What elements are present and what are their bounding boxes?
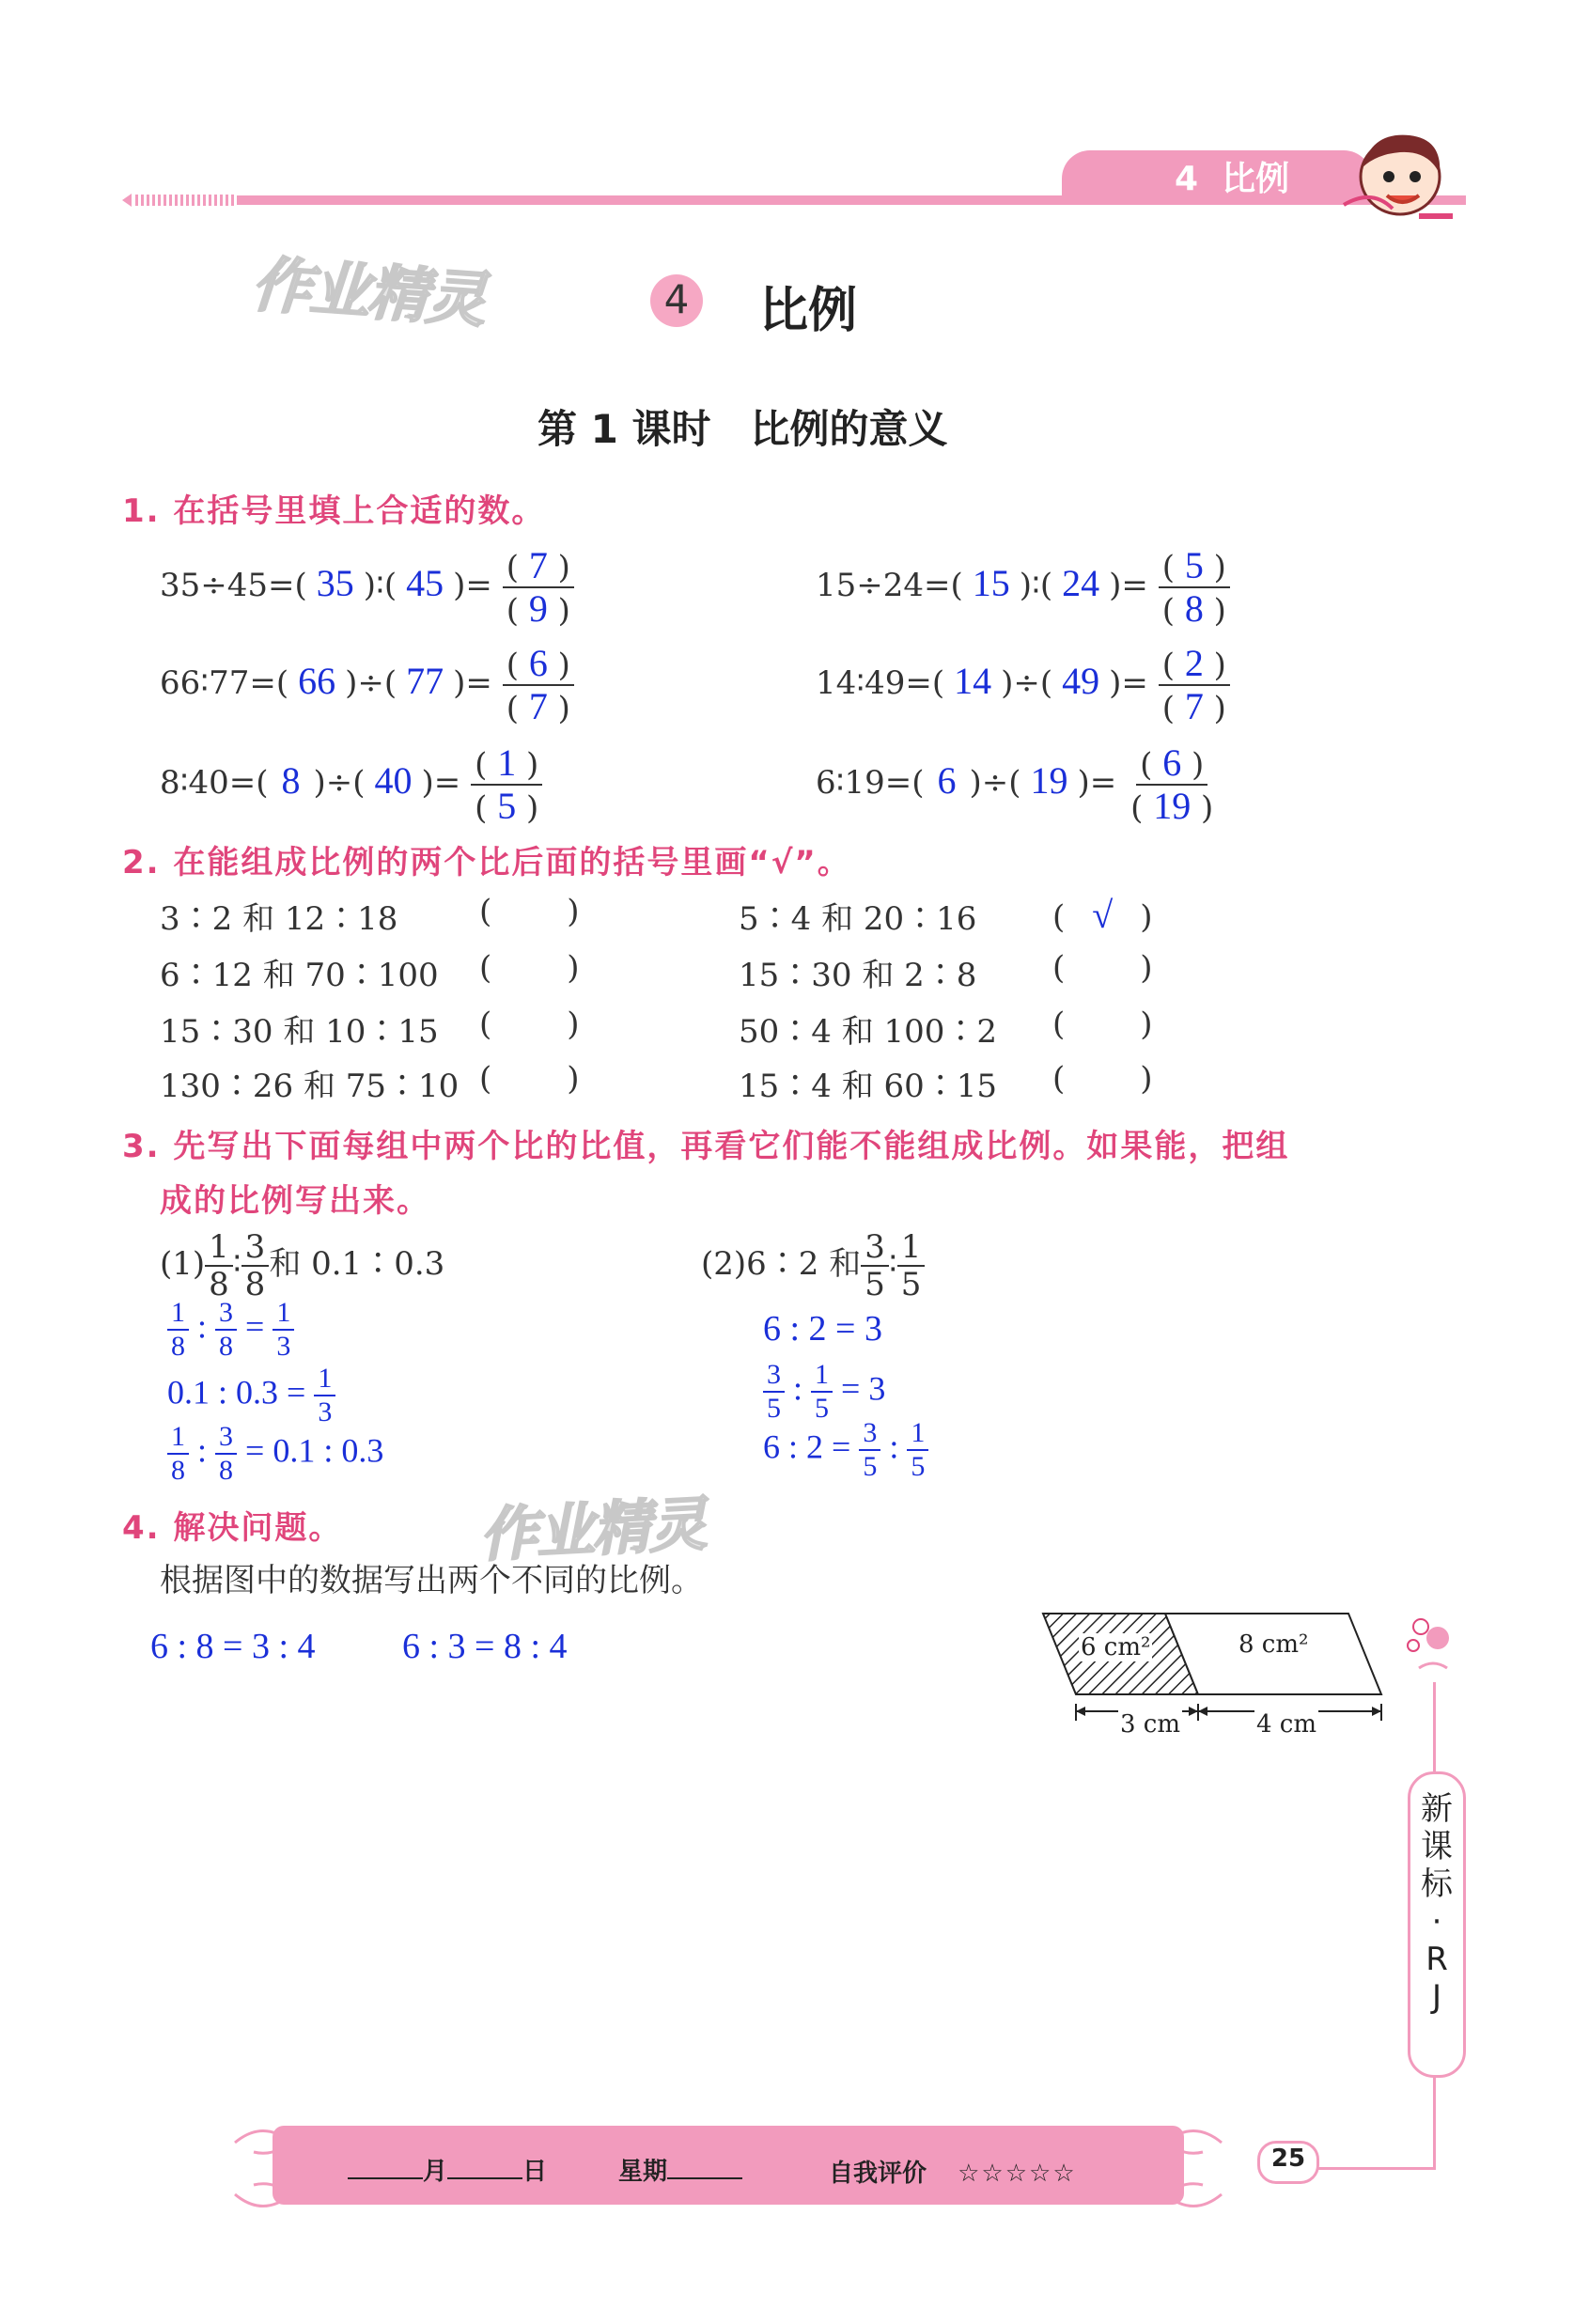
q1-item: 14∶49=( 14 )÷( 49 )= $\frac{( 2 )}{( 7 )}$ xyxy=(816,645,1230,725)
q3-part1-answer-1: $\frac{1}{8}$ : $\frac{3}{8}$ = $\frac{1}{3}$ xyxy=(167,1299,294,1361)
answer-fraction: $\frac{( 1 )}{( 5 )}$ xyxy=(471,744,542,825)
q3-prompt-line1: 3. 先写出下面每组中两个比的比值，再看它们能不能组成比例。如果能，把组 xyxy=(122,1128,1290,1165)
rating-stars[interactable]: ☆☆☆☆☆ xyxy=(958,2160,1077,2188)
figure-left-base: 3 cm xyxy=(1120,1710,1181,1739)
footer-self-eval: 自我评价 ☆☆☆☆☆ xyxy=(829,2160,1077,2188)
q2-item: 15∶30 和 2∶8 xyxy=(739,957,977,994)
q3-part2-answer-1: 6 : 2 = 3 xyxy=(763,1309,882,1349)
answer-fraction: $\frac{( 5 )}{( 8 )}$ xyxy=(1159,547,1230,628)
q3-part1-answer-3: $\frac{1}{8}$ : $\frac{3}{8}$ = 0.1 : 0.3 xyxy=(167,1423,383,1485)
q2-bracket: ( ) xyxy=(1052,1060,1153,1098)
q1-prompt: 1. 在括号里填上合适的数。 xyxy=(122,492,546,530)
answer: 49 xyxy=(1062,660,1100,702)
q2-prompt: 2. 在能组成比例的两个比后面的括号里画“√”。 xyxy=(122,844,851,881)
q4-answer-1: 6 : 8 = 3 : 4 xyxy=(150,1627,316,1666)
q2-bracket: ( √ ) xyxy=(1052,894,1153,936)
q2-bracket: ( ) xyxy=(1052,1006,1153,1043)
page-number: 25 xyxy=(1270,2145,1306,2173)
q2-bracket: ( ) xyxy=(479,1060,580,1098)
q2-bracket: ( ) xyxy=(479,893,580,930)
chapter-number: 4 xyxy=(663,276,690,322)
q1-item: 6∶19=( 6 )÷( 19 )= $\frac{( 6 )}{( 19 )}$ xyxy=(816,744,1217,825)
q2-bracket: ( ) xyxy=(1052,949,1153,987)
footer-date xyxy=(348,2152,547,2187)
chapter-title: 比例 xyxy=(759,283,858,339)
q2-item: 6∶12 和 70∶100 xyxy=(160,957,439,994)
footer-month: 月 xyxy=(423,2158,448,2186)
q4-instruction: 根据图中的数据写出两个不同的比例。 xyxy=(160,1562,703,1599)
answer-fraction: $\frac{( 6 )}{( 19 )}$ xyxy=(1130,741,1214,827)
q1-item: 8∶40=( 8 )÷( 40 )= $\frac{( 1 )}{( 5 )}$ xyxy=(160,744,542,825)
q2-item: 15∶4 和 60∶15 xyxy=(739,1068,998,1105)
footer-weekday: 星期 xyxy=(618,2152,742,2187)
check-mark: √ xyxy=(1092,894,1114,936)
q2-item: 50∶4 和 100∶2 xyxy=(739,1013,998,1051)
answer: 66 xyxy=(298,660,336,702)
parallelogram-diagram-icon xyxy=(1034,1602,1410,1743)
q4-answer-2: 6 : 3 = 8 : 4 xyxy=(402,1627,568,1666)
parallelogram-figure xyxy=(1034,1602,1410,1743)
q2-bracket: ( ) xyxy=(479,949,580,987)
q3-part1-answer-2: 0.1 : 0.3 = $\frac{1}{3}$ xyxy=(167,1365,335,1427)
q2-item: 3∶2 和 12∶18 xyxy=(160,900,398,938)
cartoon-boy-icon xyxy=(1334,122,1457,226)
footer-day: 日 xyxy=(522,2158,548,2186)
answer: 19 xyxy=(1030,759,1068,802)
chapter-tag-label: 4 比例 xyxy=(1175,160,1290,198)
watermark-top: 作业精灵 xyxy=(249,250,487,336)
answer-fraction: $\frac{( 6 )}{( 7 )}$ xyxy=(503,645,574,725)
answer-fraction: $\frac{( 7 )}{( 9 )}$ xyxy=(503,547,574,628)
side-tab-line xyxy=(1433,2075,1436,2169)
answer: 40 xyxy=(374,759,413,802)
side-tab-text: 新 课 标 · R J xyxy=(1421,1790,1453,2016)
q3-part1: (1) $\frac{1}{8}$ ∶ $\frac{3}{8}$ 和 0.1∶0.3 xyxy=(160,1228,445,1303)
q1-item: 15÷24=( 15 )∶( 24 )= $\frac{( 5 )}{( 8 )}$ xyxy=(816,547,1230,628)
answer: 24 xyxy=(1062,562,1100,604)
answer: 15 xyxy=(972,562,1010,604)
q3-part2-answer-2: $\frac{3}{5}$ : $\frac{1}{5}$ = 3 xyxy=(763,1361,885,1423)
q2-item: 5∶4 和 20∶16 xyxy=(739,900,977,938)
answer: 14 xyxy=(954,660,992,702)
answer: 35 xyxy=(316,562,354,604)
q2-item: 130∶26 和 75∶10 xyxy=(160,1068,460,1105)
side-tab-line xyxy=(1433,1682,1436,1771)
answer-fraction: $\frac{( 2 )}{( 7 )}$ xyxy=(1159,645,1230,725)
q3-part2-answer-3: 6 : 2 = $\frac{3}{5}$ : $\frac{1}{5}$ xyxy=(763,1419,928,1481)
answer: 45 xyxy=(406,562,444,604)
flower-icon xyxy=(1400,1612,1466,1687)
lesson-title: 第 1 课时 比例的意义 xyxy=(537,406,948,452)
watermark-middle: 作业精灵 xyxy=(477,1489,708,1570)
answer: 8 xyxy=(281,759,301,802)
answer: 77 xyxy=(406,660,444,702)
q3-part2: (2)6∶2 和 $\frac{3}{5}$ ∶ $\frac{1}{5}$ xyxy=(701,1231,925,1301)
figure-right-base: 4 cm xyxy=(1256,1710,1317,1739)
figure-left-area: 6 cm² xyxy=(1081,1633,1151,1661)
figure-right-area: 8 cm² xyxy=(1238,1630,1309,1659)
q1-item: 66∶77=( 66 )÷( 77 )= $\frac{( 6 )}{( 7 )}$ xyxy=(160,645,574,725)
q4-prompt: 4. 解决问题。 xyxy=(122,1509,343,1547)
q3-prompt-line2: 成的比例写出来。 xyxy=(160,1182,430,1220)
q2-bracket: ( ) xyxy=(479,1006,580,1043)
q1-item: 35÷45=( 35 )∶( 45 )= $\frac{( 7 )}{( 9 )}$ xyxy=(160,547,574,628)
side-tab-line xyxy=(1306,2167,1436,2170)
q2-item: 15∶30 和 10∶15 xyxy=(160,1013,439,1051)
answer: 6 xyxy=(937,759,957,802)
